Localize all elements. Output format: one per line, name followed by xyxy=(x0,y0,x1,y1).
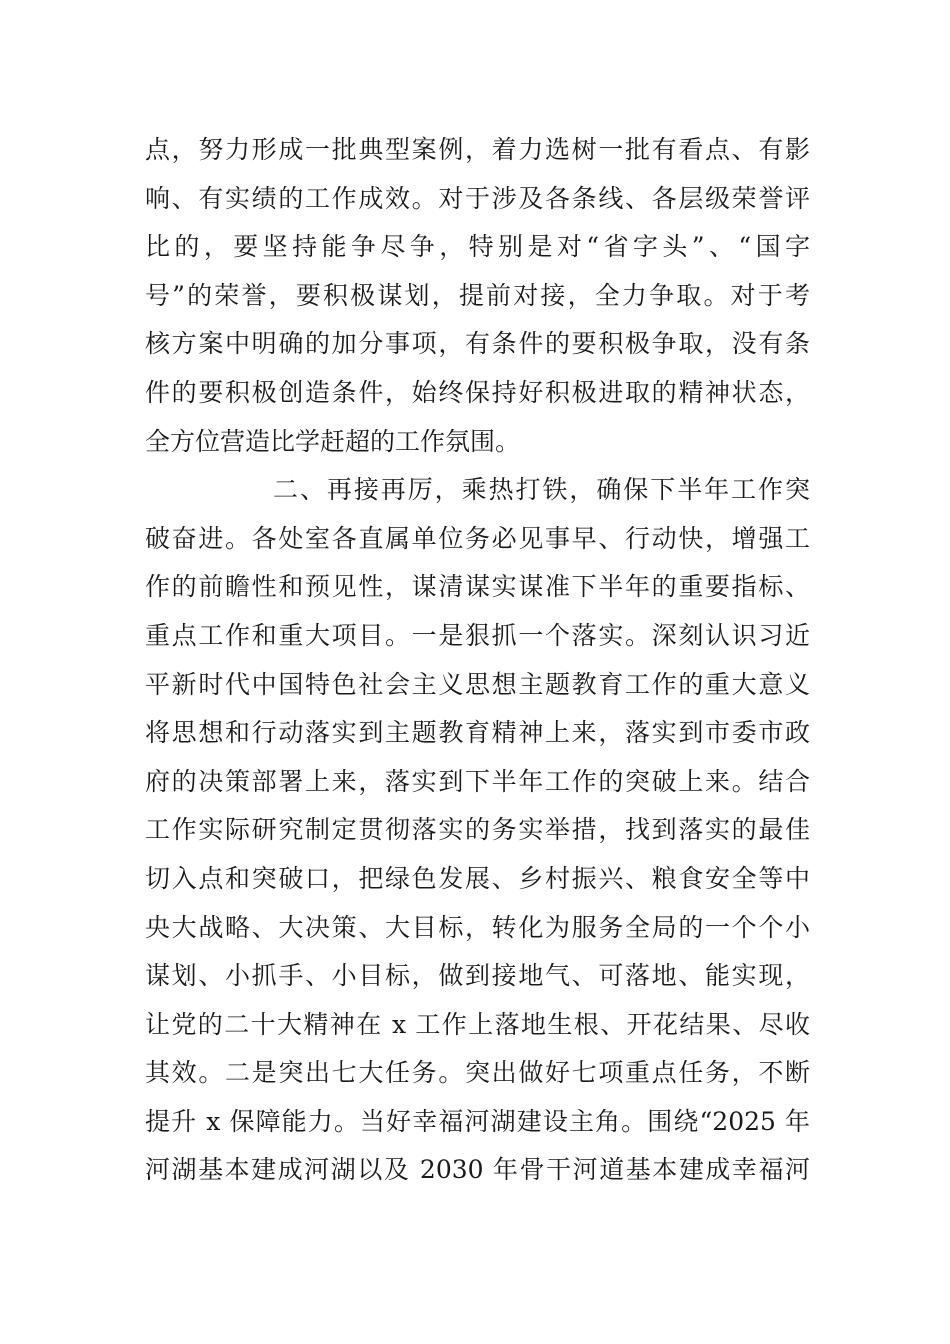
paragraph-line: 件的要积极创造条件，始终保持好积极进取的精神状态， xyxy=(145,377,810,407)
paragraph-line: 二、再接再厉，乘热打铁，确保下半年工作突 xyxy=(273,475,810,505)
paragraph-line: 核方案中明确的加分事项，有条件的要积极争取，没有条 xyxy=(145,329,810,359)
paragraph-line: 响、有实绩的工作成效。对于涉及各条线、各层级荣誉评 xyxy=(145,183,810,213)
paragraph-line: 河湖基本建成河湖以及 2030 年骨干河道基本建成幸福河 xyxy=(145,1155,810,1185)
paragraph-1 xyxy=(145,126,810,466)
paragraph-line: 破奋进。各处室各直属单位务必见事早、行动快，增强工 xyxy=(145,523,810,553)
paragraph-line: 比的，要坚持能争尽争，特别是对“省字头”、“国字 xyxy=(145,232,810,262)
paragraph-line: 央大战略、大决策、大目标，转化为服务全局的一个个小 xyxy=(145,912,810,942)
paragraph-2 xyxy=(145,466,810,1195)
paragraph-line: 作的前瞻性和预见性，谋清谋实谋准下半年的重要指标、 xyxy=(145,572,810,602)
paragraph-line: 谋划、小抓手、小目标，做到接地气、可落地、能实现， xyxy=(145,961,810,991)
paragraph-line: 工作实际研究制定贯彻落实的务实举措，找到落实的最佳 xyxy=(145,815,810,845)
paragraph-line: 重点工作和重大项目。一是狠抓一个落实。深刻认识习近 xyxy=(145,620,810,650)
paragraph-line: 提升 x 保障能力。当好幸福河湖建设主角。围绕“2025 年 xyxy=(145,1106,810,1136)
paragraph-line: 点，努力形成一批典型案例，着力选树一批有看点、有影 xyxy=(145,135,810,164)
paragraph-line: 号”的荣誉，要积极谋划，提前对接，全力争取。对于考 xyxy=(145,280,810,310)
paragraph-line: 让党的二十大精神在 x 工作上落地生根、开花结果、尽收 xyxy=(145,1009,810,1039)
document-body xyxy=(145,126,810,1195)
paragraph-line: 全方位营造比学赶超的工作氛围。 xyxy=(145,426,521,456)
paragraph-line: 府的决策部署上来，落实到下半年工作的突破上来。结合 xyxy=(145,766,810,796)
paragraph-line: 平新时代中国特色社会主义思想主题教育工作的重大意义 xyxy=(145,669,810,699)
paragraph-line: 将思想和行动落实到主题教育精神上来，落实到市委市政 xyxy=(145,718,810,748)
paragraph-line: 切入点和突破口，把绿色发展、乡村振兴、粮食安全等中 xyxy=(145,863,810,893)
paragraph-line: 其效。二是突出七大任务。突出做好七项重点任务，不断 xyxy=(145,1058,810,1088)
